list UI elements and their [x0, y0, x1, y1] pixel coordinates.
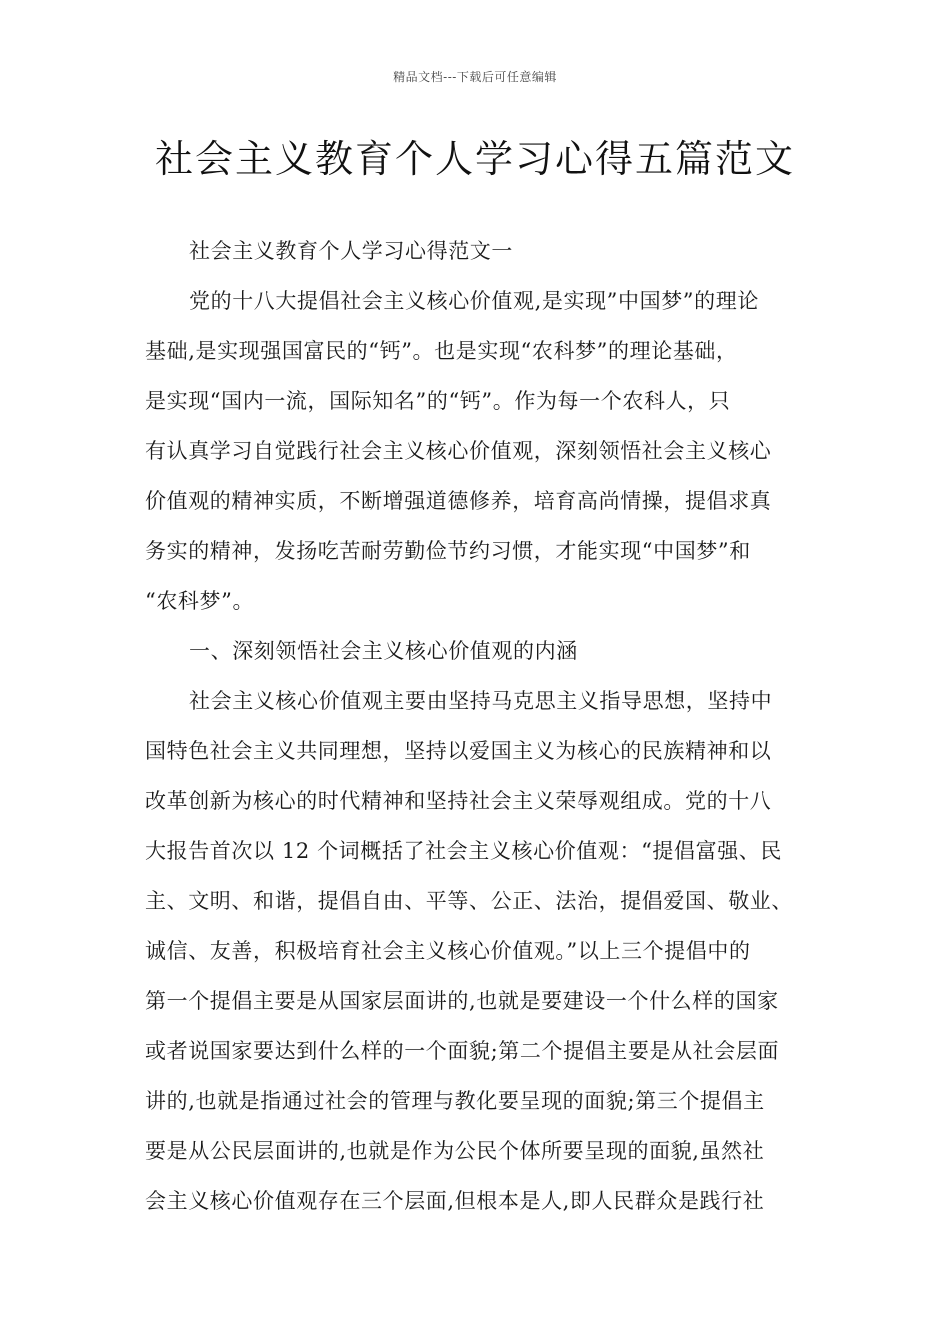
text-line: 诚信、友善，积极培育社会主义核心价值观。”以上三个提倡中的	[145, 939, 751, 963]
text-line: 是实现“国内一流，国际知名”的“钙”。作为每一个农科人，只	[145, 389, 731, 413]
text-line: 改革创新为核心的时代精神和坚持社会主义荣辱观组成。党的十八	[145, 789, 772, 813]
text-line: 要是从公民层面讲的,也就是作为公民个体所要呈现的面貌,虽然社	[145, 1139, 765, 1163]
text-line: 社会主义教育个人学习心得范文一	[189, 239, 513, 263]
text-line: 党的十八大提倡社会主义核心价值观,是实现”中国梦”的理论	[189, 289, 759, 313]
text-line: 会主义核心价值观存在三个层面,但根本是人,即人民群众是践行社	[145, 1189, 765, 1213]
text-line: 社会主义核心价值观主要由坚持马克思主义指导思想，坚持中	[189, 689, 773, 713]
text-line: 有认真学习自觉践行社会主义核心价值观，深刻领悟社会主义核心	[145, 439, 772, 463]
text-line: 基础,是实现强国富民的“钙”。也是实现“农科梦”的理论基础，	[145, 339, 738, 363]
text-line: 务实的精神，发扬吃苦耐劳勤俭节约习惯，才能实现“中国梦”和	[145, 539, 751, 563]
header-note: 精品文档---下载后可任意编辑	[393, 70, 557, 84]
text-line: 讲的,也就是指通过社会的管理与教化要呈现的面貌;第三个提倡主	[145, 1089, 765, 1113]
document-title: 社会主义教育个人学习心得五篇范文	[154, 137, 795, 181]
text-line: 国特色社会主义共同理想，坚持以爱国主义为核心的民族精神和以	[145, 739, 772, 763]
text-line: 或者说国家要达到什么样的一个面貌;第二个提倡主要是从社会层面	[145, 1039, 780, 1063]
text-line: 主、文明、和谐，提倡自由、平等、公正、法治，提倡爱国、敬业、	[145, 889, 793, 913]
text-line: 一、深刻领悟社会主义核心价值观的内涵	[189, 639, 578, 663]
text-line: 价值观的精神实质，不断增强道德修养，培育高尚情操，提倡求真	[145, 489, 772, 513]
text-line: 大报告首次以 12 个词概括了社会主义核心价值观：“提倡富强、民	[145, 839, 783, 863]
text-line: 第一个提倡主要是从国家层面讲的,也就是要建设一个什么样的国家	[145, 989, 779, 1013]
document-body	[145, 230, 825, 1230]
text-line: “农科梦”。	[145, 589, 255, 613]
